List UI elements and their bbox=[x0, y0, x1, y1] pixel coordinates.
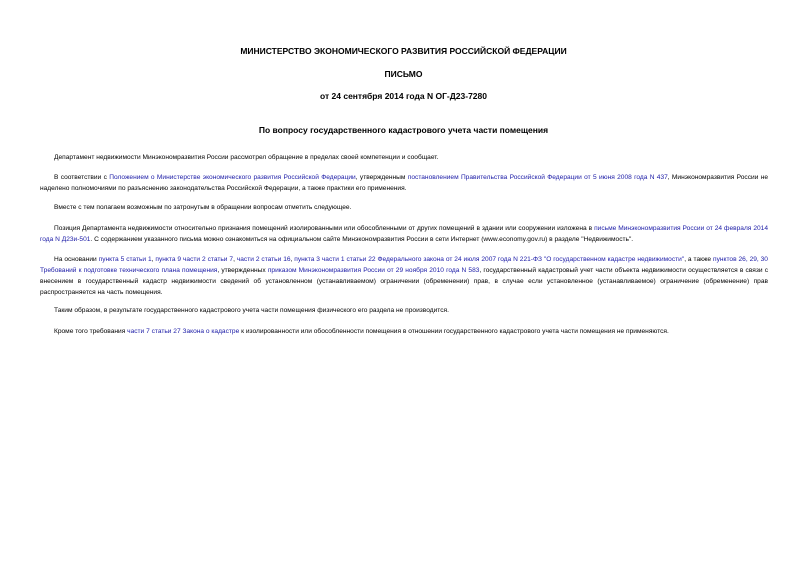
link-part-2-article-16[interactable]: части 2 статьи 16 bbox=[236, 256, 291, 263]
paragraph-text: , bbox=[290, 256, 295, 263]
paragraph-text: На основании bbox=[54, 256, 99, 263]
paragraph-text: . С содержанием указанного письма можно ознакомиться на официальном сайте Минэкономразвития России в сети Интернет (www.economy.gov.ru) в разделе "Недвижимость". bbox=[90, 236, 634, 243]
document-subject: По вопросу государственного кадастрового учета части помещения bbox=[258, 125, 549, 135]
paragraph-3 bbox=[40, 202, 768, 213]
paragraph-text: Кроме того требования bbox=[54, 328, 128, 335]
paragraph-text: , утвержденных bbox=[217, 267, 268, 274]
paragraph-text: В соответствии с bbox=[54, 174, 110, 181]
paragraph-7 bbox=[40, 326, 768, 337]
link-ministry-letter[interactable]: письме Минэкономразвития России от 24 февраля 2014 года N Д23и-501 bbox=[40, 225, 768, 243]
paragraph-text: , bbox=[233, 256, 237, 263]
paragraph-text: , утвержденным bbox=[355, 174, 408, 181]
paragraph-text: к изолированности или обособленности помещения в отношении государственного кадастрового учета части помещения не применяются. bbox=[239, 328, 669, 335]
document-type: ПИСЬМО bbox=[384, 69, 423, 79]
paragraph-2 bbox=[40, 172, 768, 194]
link-item-9-article-7[interactable]: пункта 9 части 2 статьи 7 bbox=[155, 256, 234, 263]
paragraph-1 bbox=[40, 152, 768, 163]
link-order-583[interactable]: приказом Минэкономразвития России от 29 ноября 2010 года N 583 bbox=[267, 267, 480, 274]
paragraph-text: , а также bbox=[684, 256, 713, 263]
paragraph-text: Таким образом, в результате государственного кадастрового учета части помещения физического его раздела не производится. bbox=[54, 307, 449, 314]
document-date-number: от 24 сентября 2014 года N ОГ-Д23-7280 bbox=[320, 91, 487, 101]
link-item-5-article-1[interactable]: пункта 5 статьи 1 bbox=[98, 256, 152, 263]
paragraph-text: , государственный кадастровый учет части объекта недвижимости осуществляется в связи с внесением в государственный кадастр недвижимости сведений об установленном (устанавливаемом) ограничении (обременении) прав, в случае если установленное (устанавливаемое) ограничение (обременение) прав распространяется на часть помещения. bbox=[40, 267, 768, 296]
paragraph-6 bbox=[40, 305, 768, 316]
link-government-decree[interactable]: постановлением Правительства Российской Федерации от 5 июня 2008 года N 437 bbox=[407, 174, 668, 181]
paragraph-text: , Минэкономразвития России не наделено полномочиями по разъяснению законодательства Российской Федерации, а также практики его применения. bbox=[40, 174, 768, 192]
paragraph-text: Позиция Департамента недвижимости относительно признания помещений изолированными или обособленными от других помещений в здании или сооружении изложена в bbox=[54, 225, 595, 232]
link-federal-law-221[interactable]: пункта 3 части 1 статьи 22 Федерального закона от 24 июля 2007 года N 221-ФЗ "О государственном кадастре недвижимости" bbox=[294, 256, 685, 263]
ministry-title: МИНИСТЕРСТВО ЭКОНОМИЧЕСКОГО РАЗВИТИЯ РОССИЙСКОЙ ФЕДЕРАЦИИ bbox=[240, 46, 567, 56]
paragraph-text: , bbox=[151, 256, 156, 263]
link-regulation-ministry[interactable]: Положением о Министерстве экономического развития Российской Федерации bbox=[109, 174, 356, 181]
paragraph-5 bbox=[40, 254, 768, 298]
link-cadastre-law-article-27[interactable]: части 7 статьи 27 Закона о кадастре bbox=[127, 328, 240, 335]
paragraph-4 bbox=[40, 223, 768, 245]
paragraph-text: Департамент недвижимости Минэкономразвития России рассмотрел обращение в пределах своей компетенции и сообщает. bbox=[54, 154, 439, 161]
link-technical-plan-requirements[interactable]: пунктов 26, 29, 30 Требований к подготовке технического плана помещения bbox=[40, 256, 768, 274]
paragraph-text: Вместе с тем полагаем возможным по затронутым в обращении вопросам отметить следующее. bbox=[54, 204, 352, 211]
